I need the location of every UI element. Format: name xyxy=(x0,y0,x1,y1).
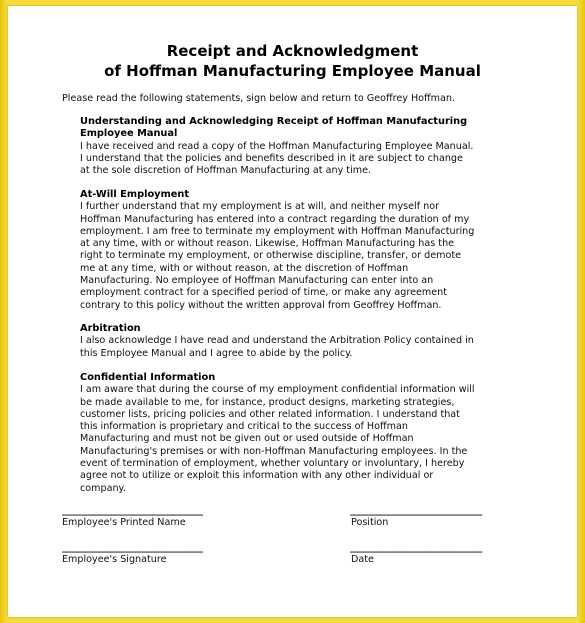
section-body: I am aware that during the course of my employment confidential information will be made available to me, for instance, product designs, marketing strategies, customer lists, pricing policies and other related information. I understand that this information is proprietary and critical to the success of Hoffman Manufacturing and must not be given out or used outside of Hoffman Manufacturing's premises or with non-Hoffman Manufacturing employees. In the event of termination of employment, whether voluntary or involuntary, I hereby agree not to utilize or exploit this information with any other individual or company. xyxy=(80,384,475,494)
intro-instructions: Please read the following statements, sign below and return to Geoffrey Hoffman. xyxy=(62,93,455,104)
position-label: Position xyxy=(351,517,389,528)
section-heading: Confidential Information xyxy=(80,372,216,383)
employee-signature-label: Employee's Signature xyxy=(62,554,167,565)
section-body: I also acknowledge I have read and understand the Arbitration Policy contained in this Employee Manual and I agree to abide by the policy. xyxy=(80,335,474,359)
date-label: Date xyxy=(351,554,374,565)
employee-signature-line[interactable]: ________________________________ xyxy=(62,542,203,553)
document-title-line2: of Hoffman Manufacturing Employee Manual xyxy=(104,62,481,80)
document-title-line1: Receipt and Acknowledgment xyxy=(166,42,419,60)
date-signature-line[interactable]: ______________________________ xyxy=(350,542,482,553)
section-confidential xyxy=(80,372,520,495)
section-body: I further understand that my employment is at will, and neither myself nor Hoffman Manufacturing has entered into a contract regarding the duration of my employment. I am free to terminate my employment with Hoffman Manufacturing at any time, with or without reason. Likewise, Hoffman Manufacturing has the right to terminate my employment, or otherwise discipline, transfer, or demote me at any time, with or without reason, at the discretion of Hoffman Manufacturing. No employee of Hoffman Manufacturing can enter into an employment contract for a specified period of time, or make any agreement contrary to this policy without the written approval from Geoffrey Hoffman. xyxy=(80,201,475,311)
section-at-will xyxy=(80,189,520,312)
section-heading: At-Will Employment xyxy=(80,189,190,200)
position-signature-line[interactable]: ______________________________ xyxy=(350,505,482,516)
section-receipt xyxy=(80,116,520,177)
printed-name-signature-line[interactable]: ________________________________ xyxy=(62,505,203,516)
section-arbitration xyxy=(80,323,520,360)
section-heading: Arbitration xyxy=(80,323,141,334)
printed-name-label: Employee's Printed Name xyxy=(62,517,186,528)
section-body: I have received and read a copy of the Hoffman Manufacturing Employee Manual. I understand that the policies and benefits described in it are subject to change at the sole discretion of Hoffman Manufacturing at any time. xyxy=(80,140,474,177)
section-heading: Understanding and Acknowledging Receipt of Hoffman Manufacturing Employee Manual xyxy=(80,116,468,140)
